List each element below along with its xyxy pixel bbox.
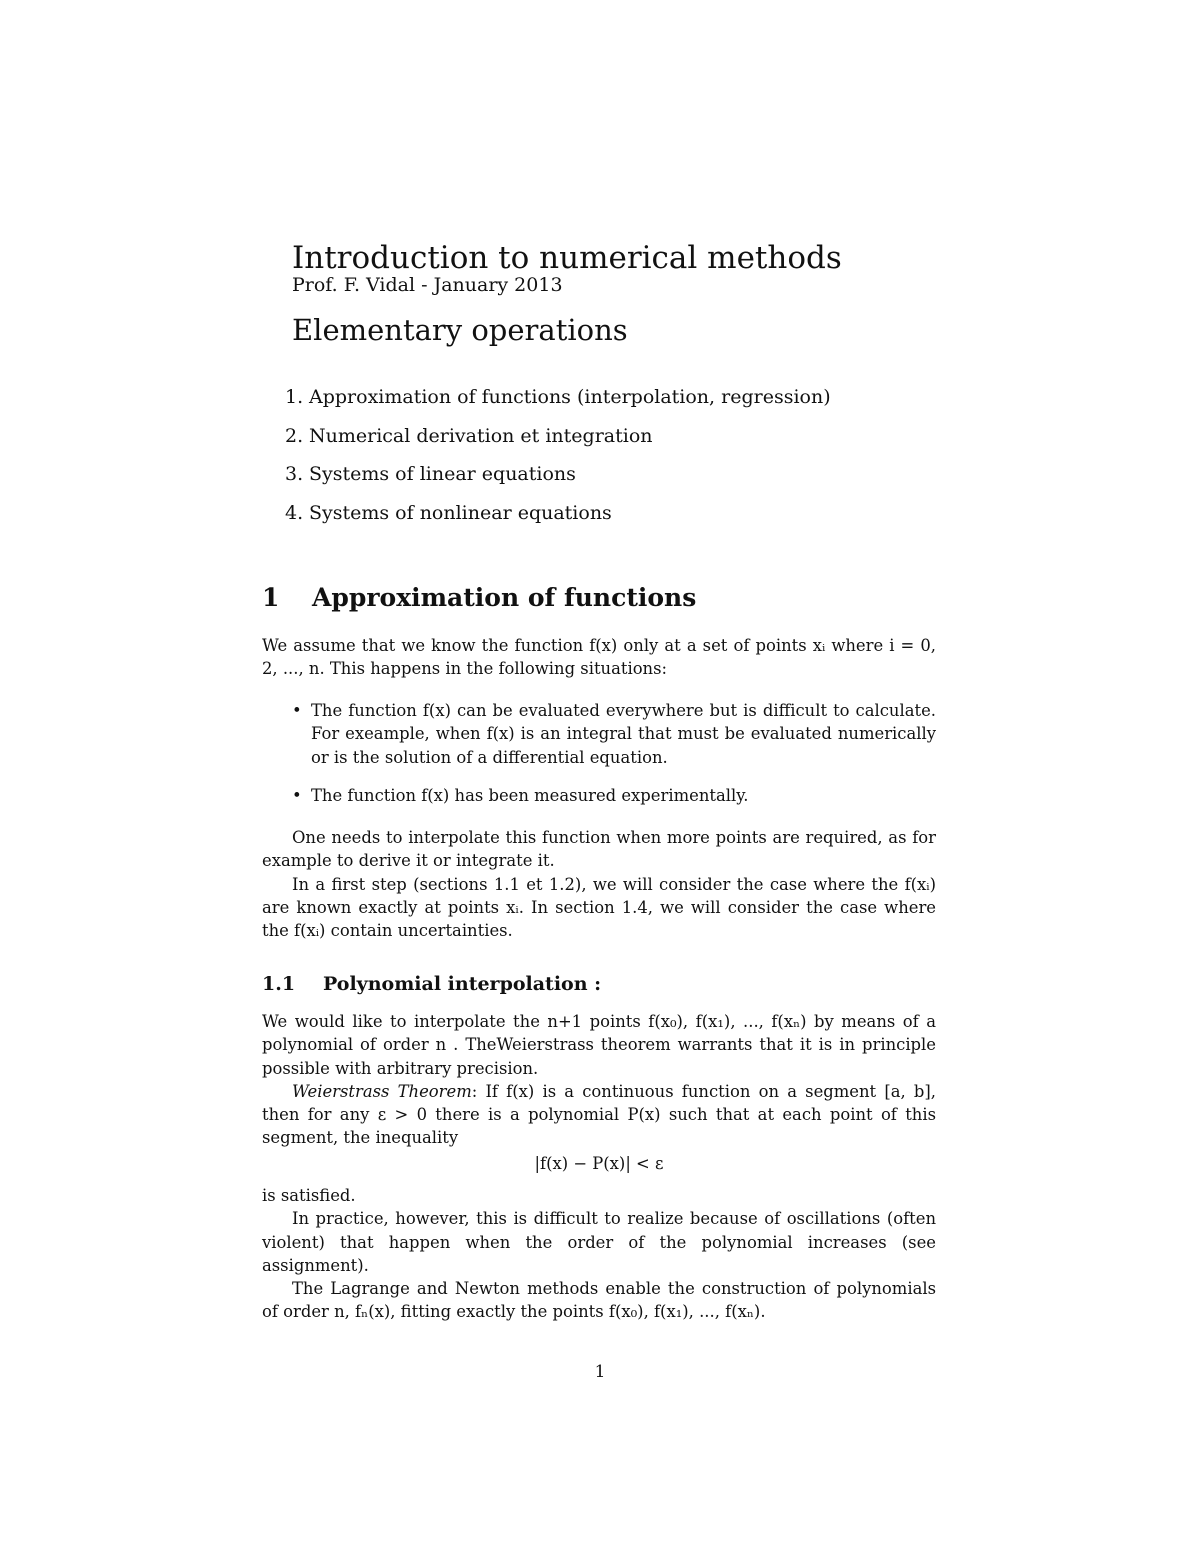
overview-list [285, 384, 831, 538]
subsection-title: Polynomial interpolation : [323, 973, 602, 995]
paragraph: In a first step (sections 1.1 et 1.2), we will consider the case where the f(xᵢ) are known exactly at points xᵢ. In section 1.4, we will consider the case where the f(xᵢ) contain uncertainties. [262, 874, 936, 941]
page-number: 1 [594, 1362, 606, 1382]
section-title: Approximation of functions [312, 583, 697, 612]
document-subtitle: Prof. F. Vidal - January 2013 [292, 274, 563, 296]
paragraph: is satisfied. [262, 1186, 356, 1205]
situations-list [290, 699, 936, 807]
list-item [285, 384, 831, 423]
subsection-number: 1.1 [262, 973, 296, 995]
paragraph: In practice, however, this is difficult to realize because of oscillations (often violent) that happen when the order of the polynomial increases (see assignment). [262, 1209, 936, 1275]
bullet-text: The function f(x) can be evaluated everywhere but is difficult to calculate. For exeample, when f(x) is an integral that must be evaluated numerically or is the solution of a differential equation. [311, 701, 936, 767]
subsection-body-cont [262, 1184, 936, 1324]
bullet-icon: • [292, 701, 302, 720]
section-heading [262, 580, 696, 616]
list-item-number: 3. [285, 463, 304, 485]
theorem-label: Weierstrass Theorem [292, 1081, 472, 1101]
theorem-paragraph [262, 1080, 936, 1150]
paragraph: One needs to interpolate this function when more points are required, as for example to derive it or integrate it. [262, 828, 936, 871]
subsection-body [262, 1010, 936, 1150]
list-item-text: Systems of nonlinear equations [309, 501, 612, 524]
list-item-text: Systems of linear equations [309, 463, 576, 485]
intro-paragraph: We assume that we know the function f(x) only at a set of points xᵢ where i = 0, 2, ..., n. This happens in the following situations: [262, 636, 936, 679]
list-item-text: Approximation of functions (interpolation, regression) [309, 386, 831, 408]
list-item-number: 2. [285, 424, 304, 447]
section-number: 1 [262, 583, 280, 612]
bullet-text: The function f(x) has been measured experimentally. [311, 785, 749, 805]
list-item [285, 500, 831, 539]
inequality-formula: |f(x) − P(x)| < ε [534, 1154, 664, 1173]
paragraph: We would like to interpolate the n+1 points f(x₀), f(x₁), ..., f(xₙ) by means of a polynomial of order n . TheWeierstrass theorem warrants that it is in principle possible with arbitrary precision. [262, 1012, 936, 1078]
list-item [285, 423, 831, 462]
section-body [262, 826, 936, 942]
bullet-icon: • [292, 785, 302, 805]
section-intro [262, 634, 936, 681]
list-item [285, 461, 831, 500]
list-item-number: 4. [285, 501, 304, 524]
list-item-number: 1. [285, 386, 304, 408]
bullet-item [290, 784, 936, 807]
subsection-heading [262, 970, 601, 998]
paragraph: The Lagrange and Newton methods enable the construction of polynomials of order n, fₙ(x), fitting exactly the points f(x₀), f(x₁), ..., f(xₙ). [262, 1279, 936, 1322]
list-item-text: Numerical derivation et integration [309, 424, 653, 447]
document-title: Introduction to numerical methods [292, 240, 842, 276]
overview-heading: Elementary operations [292, 313, 628, 347]
theorem-text: : If f(x) is a continuous function on a segment [a, b], then for any ε > 0 there is a polynomial P(x) such that at each point of this segment, the inequality [262, 1081, 936, 1148]
bullet-item [290, 699, 936, 769]
